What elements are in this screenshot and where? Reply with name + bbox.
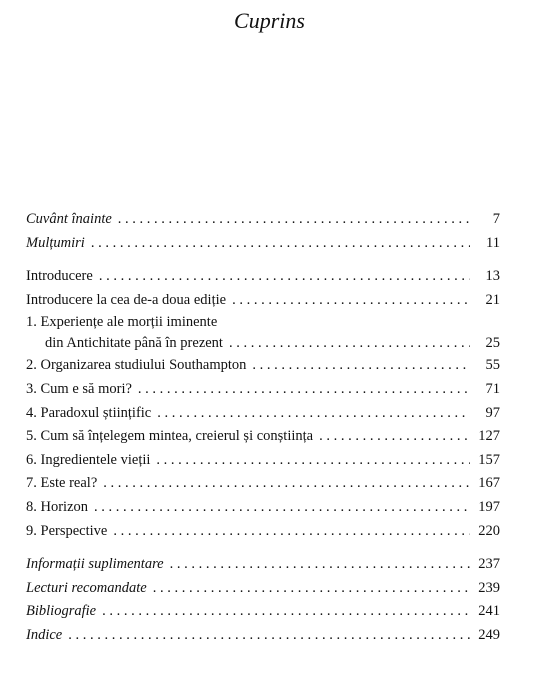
dot-leader xyxy=(99,265,470,289)
toc-entry-page: 7 xyxy=(492,211,500,227)
dot-leader xyxy=(68,624,470,648)
toc-entry-page: 127 xyxy=(478,428,500,445)
dot-leader xyxy=(229,332,470,354)
toc-entry-introduction xyxy=(26,265,500,289)
table-of-contents xyxy=(26,208,500,648)
toc-entry-back-matter xyxy=(26,600,500,624)
toc-entry-page: 249 xyxy=(478,626,500,643)
dot-leader xyxy=(94,496,470,520)
toc-entry-title: Informații suplimentare xyxy=(26,556,164,573)
dot-leader xyxy=(153,577,470,601)
toc-entry-foreword xyxy=(26,208,500,232)
toc-entry-title: 9. Perspective xyxy=(26,522,108,539)
toc-entry-title: 7. Este real? xyxy=(26,475,98,492)
toc-entry-back-matter xyxy=(26,624,500,648)
toc-entry-page: 241 xyxy=(478,603,500,620)
toc-entry-title: Indice xyxy=(26,626,63,643)
dot-leader xyxy=(170,553,470,577)
toc-entry-chapter xyxy=(26,378,500,402)
toc-entry-page: 71 xyxy=(485,380,500,397)
toc-entry-title: Bibliografie xyxy=(26,603,97,620)
toc-entry-title: 4. Paradoxul științific xyxy=(26,404,152,421)
dot-leader xyxy=(157,402,470,426)
toc-entry-chapter-1-line-1: 1. Experiențe ale morții iminente xyxy=(26,314,218,331)
dot-leader xyxy=(138,378,470,402)
toc-entry-title: Introducere la cea de-a doua ediție xyxy=(26,291,227,308)
toc-entry-acknowledgements xyxy=(26,232,500,256)
toc-entry-chapter xyxy=(26,496,500,520)
toc-entry-second-edition-intro xyxy=(26,289,500,313)
toc-entry-title: 5. Cum să înțelegem mintea, creierul și conștiința xyxy=(26,428,314,445)
dot-leader xyxy=(91,232,470,256)
page-title: Cuprins xyxy=(234,8,305,33)
toc-entry-title: 6. Ingredientele vieții xyxy=(26,451,151,468)
toc-entry-page: 25 xyxy=(485,335,500,352)
dot-leader xyxy=(232,289,470,313)
toc-entry-page: 220 xyxy=(478,522,500,539)
toc-entry-page: 11 xyxy=(486,234,500,251)
toc-entry-title: din Antichitate până în prezent xyxy=(45,335,223,352)
toc-entry-back-matter xyxy=(26,553,500,577)
toc-entry-chapter xyxy=(26,449,500,473)
dot-leader xyxy=(113,520,470,544)
toc-entry-title: 8. Horizon xyxy=(26,498,89,515)
toc-entry-page: 13 xyxy=(485,268,500,285)
toc-entry-title: Mulțumiri xyxy=(26,234,85,251)
toc-entry-title: Lecturi recomandate xyxy=(26,579,147,596)
toc-entry-page: 55 xyxy=(485,357,500,374)
toc-entry-title: Introducere xyxy=(26,268,93,285)
toc-entry-title: 2. Organizarea studiului Southampton xyxy=(26,357,247,374)
toc-entry-page: 239 xyxy=(478,579,500,596)
toc-entry-chapter-1 xyxy=(26,332,500,354)
toc-entry-chapter xyxy=(26,425,500,449)
toc-entry-page: 167 xyxy=(478,475,500,492)
toc-entry-page: 21 xyxy=(485,291,500,308)
toc-entry-page: 197 xyxy=(478,498,500,515)
dot-leader xyxy=(118,208,470,232)
dot-leader xyxy=(319,425,470,449)
toc-entry-chapter xyxy=(26,402,500,426)
toc-entry-page: 97 xyxy=(485,404,500,421)
dot-leader xyxy=(103,472,470,496)
toc-entry-chapter xyxy=(26,472,500,496)
dot-leader xyxy=(156,449,470,473)
toc-entry-page: 157 xyxy=(478,451,500,468)
toc-entry-page: 237 xyxy=(478,556,500,573)
toc-entry-chapter xyxy=(26,354,500,378)
toc-entry-chapter xyxy=(26,520,500,544)
toc-entry-title: 3. Cum e să mori? xyxy=(26,380,132,397)
dot-leader xyxy=(102,600,470,624)
toc-entry-title: Cuvânt înainte xyxy=(26,211,112,227)
toc-entry-back-matter xyxy=(26,577,500,601)
dot-leader xyxy=(252,354,470,378)
